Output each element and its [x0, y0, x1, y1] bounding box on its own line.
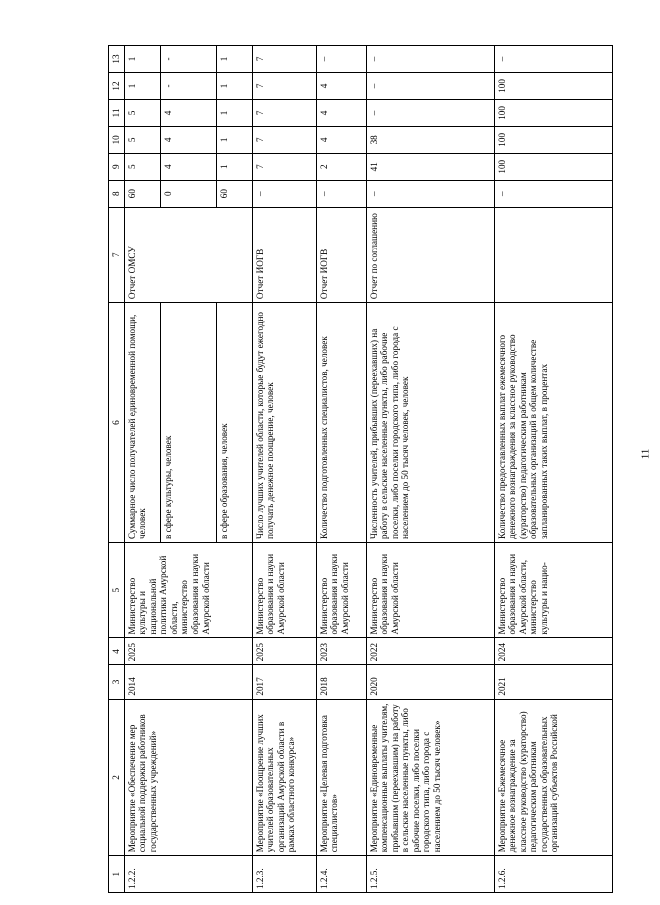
- rotated-table-stage: [108, 45, 636, 893]
- row-end: 2025: [252, 638, 316, 665]
- value-cell: –: [494, 180, 612, 207]
- header-cell: 7: [109, 207, 125, 302]
- row-id: 1.2.2.: [124, 856, 252, 893]
- value-cell: 1: [124, 46, 160, 73]
- row-executor: Министерство образования и науки Амурской области: [252, 542, 316, 637]
- value-cell: -: [160, 46, 216, 73]
- row-indicator: Суммарное число получателей единовременной помощи, человек: [124, 303, 160, 543]
- value-cell: 1: [216, 153, 252, 180]
- value-cell: 7: [252, 153, 316, 180]
- row-id: 1.2.6.: [494, 856, 612, 893]
- value-cell: 2: [316, 153, 366, 180]
- value-cell: 4: [316, 99, 366, 126]
- value-cell: 100: [494, 153, 612, 180]
- row-name: Мероприятие «Единовременные компенсационные выплаты учителям, прибывшим (переехавшим) на работу в сельские населенные пункты, либо рабочие поселки, либо поселки городского типа, либо города с населением до 50 тысяч человек»: [366, 699, 494, 856]
- row-executor: Министерство образования и науки Амурской области: [366, 542, 494, 637]
- row-name: Мероприятие «Ежемесячное денежное вознаграждение за классное руководство (кураторство) педагогическим работникам государственных образовательных организаций субъектов Российской: [494, 699, 612, 856]
- header-cell: 10: [109, 126, 125, 153]
- page-number: 11: [639, 448, 652, 460]
- header-cell: 1: [109, 856, 125, 893]
- row-start: 2014: [124, 665, 252, 699]
- value-cell: 5: [124, 99, 160, 126]
- value-cell: 41: [366, 153, 494, 180]
- row-name: Мероприятие «Обеспечение мер социальной поддержки работников государственных учреждений»: [124, 699, 252, 856]
- row-executor: Министерство культуры и национальной политики Амурской области, министерство образования и науки Амурской области: [124, 542, 252, 637]
- table-row: [252, 46, 316, 893]
- header-cell: 5: [109, 542, 125, 637]
- row-indicator: Численность учителей, прибывших (переехавших) на работу в сельские населенные пункты, либо рабочие поселки, либо поселки городского типа, либо города с населением до 50 тысяч человек, человек: [366, 303, 494, 543]
- value-cell: 100: [494, 126, 612, 153]
- value-cell: 5: [124, 126, 160, 153]
- row-source: Отчет ИОГВ: [252, 207, 316, 302]
- value-cell: 4: [160, 153, 216, 180]
- row-name: Мероприятие «Поощрение лучших учителей образовательных организаций Амурской области в рамках областного конкурса»: [252, 699, 316, 856]
- table-row: [316, 46, 366, 893]
- value-cell: 7: [252, 99, 316, 126]
- header-cell: 12: [109, 73, 125, 100]
- row-source: Отчет ИОГВ: [316, 207, 366, 302]
- row-indicator: в сфере культуры, человек: [160, 303, 216, 543]
- header-cell: 6: [109, 303, 125, 543]
- table-row: [494, 46, 612, 893]
- header-cell: 13: [109, 46, 125, 73]
- row-start: 2020: [366, 665, 494, 699]
- row-start: 2017: [252, 665, 316, 699]
- row-indicator: Количество подготовленных специалистов, человек: [316, 303, 366, 543]
- header-cell: 4: [109, 638, 125, 665]
- program-table: [108, 45, 613, 893]
- value-cell: 60: [124, 180, 160, 207]
- value-cell: 0: [160, 180, 216, 207]
- value-cell: 4: [316, 73, 366, 100]
- header-cell: 3: [109, 665, 125, 699]
- header-cell: 11: [109, 99, 125, 126]
- row-indicator: в сфере образования, человек: [216, 303, 252, 543]
- value-cell: 4: [160, 126, 216, 153]
- value-cell: –: [366, 73, 494, 100]
- header-cell: 2: [109, 699, 125, 856]
- value-cell: 38: [366, 126, 494, 153]
- value-cell: 4: [160, 99, 216, 126]
- row-indicator: Количество предоставленных выплат ежемесячного денежного вознаграждения за классное руководство (кураторство) педагогическим работникам образовательных организаций в общем количестве запланированных таких выплат, в процентах: [494, 303, 612, 543]
- header-row: [109, 46, 125, 893]
- row-end: 2024: [494, 638, 612, 665]
- row-executor: Министерство образования и науки Амурской области, министерство культуры и нацио-: [494, 542, 612, 637]
- value-cell: 7: [252, 46, 316, 73]
- value-cell: 7: [252, 126, 316, 153]
- row-end: 2025: [124, 638, 252, 665]
- row-indicator: Число лучших учителей области, которые будут ежегодно получать денежное поощрение, человек: [252, 303, 316, 543]
- value-cell: –: [366, 99, 494, 126]
- row-id: 1.2.5.: [366, 856, 494, 893]
- row-end: 2022: [366, 638, 494, 665]
- header-cell: 9: [109, 153, 125, 180]
- row-start: 2018: [316, 665, 366, 699]
- table-row: [124, 46, 160, 893]
- value-cell: -: [160, 73, 216, 100]
- value-cell: 1: [216, 46, 252, 73]
- value-cell: 1: [216, 73, 252, 100]
- row-source: [494, 207, 612, 302]
- row-name: Мероприятие «Целевая подготовка специалистов»: [316, 699, 366, 856]
- value-cell: 5: [124, 153, 160, 180]
- value-cell: –: [366, 180, 494, 207]
- value-cell: 100: [494, 99, 612, 126]
- row-id: 1.2.3.: [252, 856, 316, 893]
- value-cell: –: [316, 180, 366, 207]
- value-cell: 1: [216, 99, 252, 126]
- table-row: [366, 46, 494, 893]
- row-source: Отчет ОМСУ: [124, 207, 252, 302]
- value-cell: 7: [252, 73, 316, 100]
- row-source: Отчет по соглашению: [366, 207, 494, 302]
- value-cell: 1: [216, 126, 252, 153]
- value-cell: –: [366, 46, 494, 73]
- value-cell: –: [252, 180, 316, 207]
- value-cell: 1: [124, 73, 160, 100]
- value-cell: 100: [494, 73, 612, 100]
- value-cell: 60: [216, 180, 252, 207]
- row-end: 2023: [316, 638, 366, 665]
- value-cell: –: [494, 46, 612, 73]
- value-cell: –: [316, 46, 366, 73]
- row-executor: Министерство образования и науки Амурской области: [316, 542, 366, 637]
- row-start: 2021: [494, 665, 612, 699]
- value-cell: 4: [316, 126, 366, 153]
- row-id: 1.2.4.: [316, 856, 366, 893]
- header-cell: 8: [109, 180, 125, 207]
